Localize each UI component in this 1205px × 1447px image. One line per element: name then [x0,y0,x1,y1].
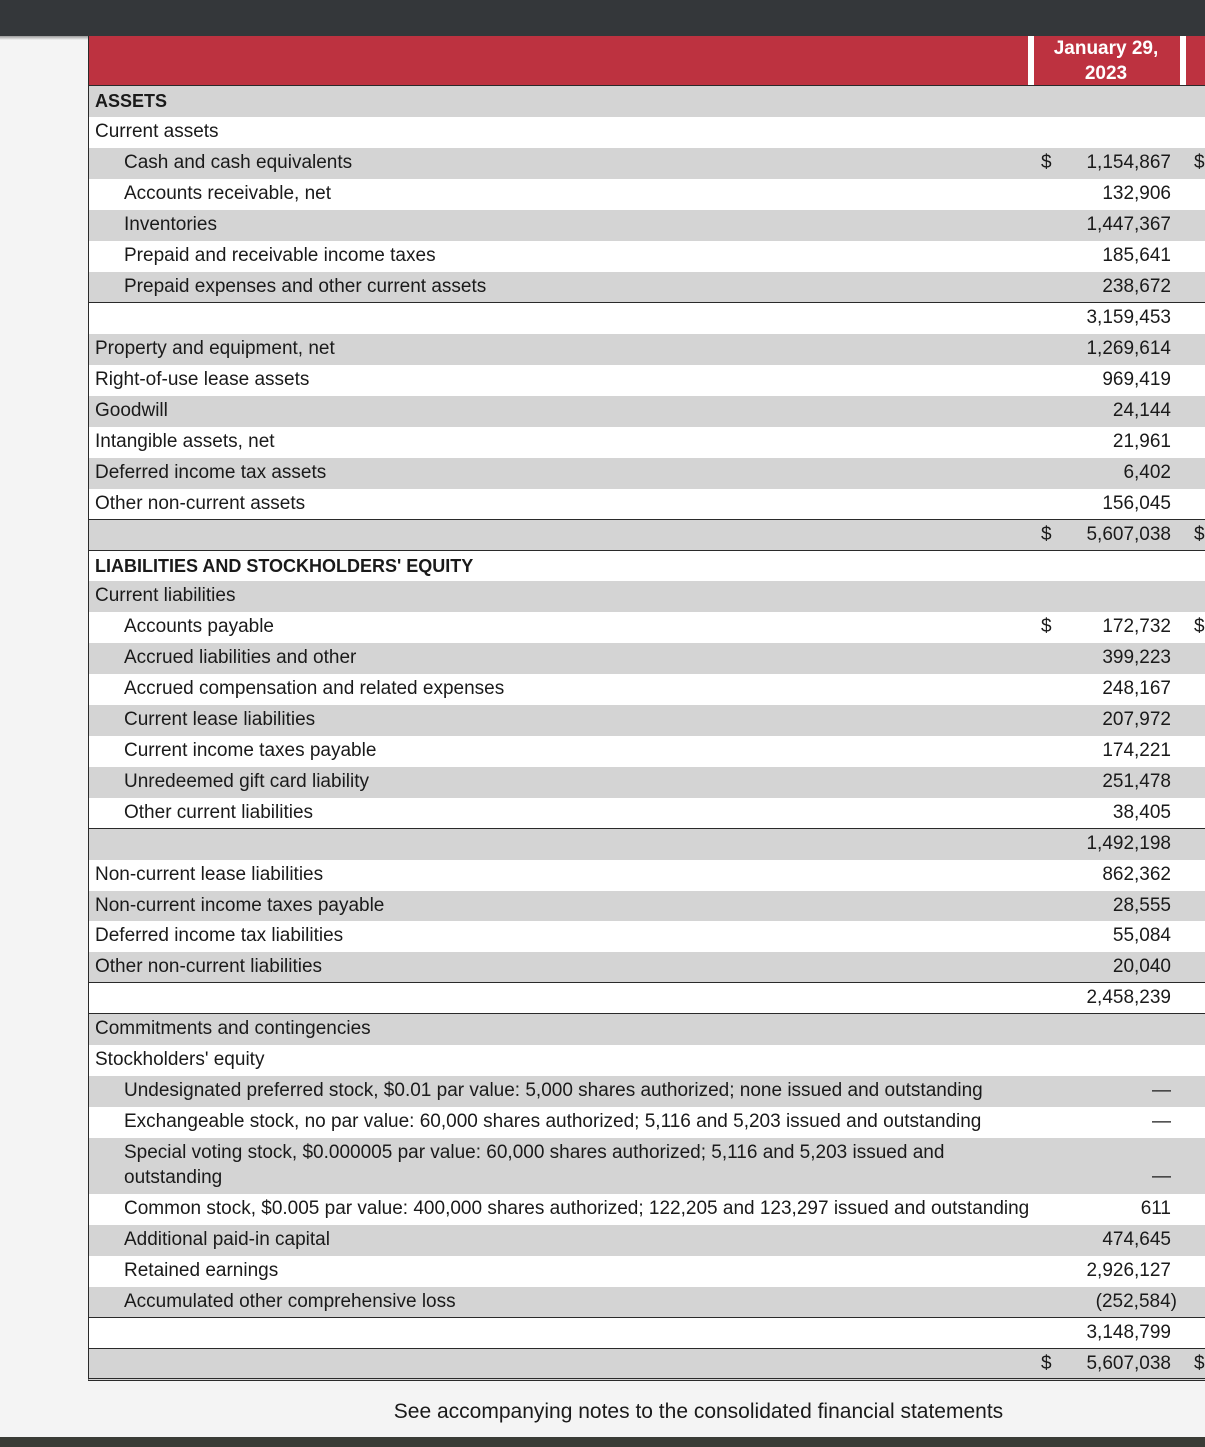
row-value: 399,223 [1102,647,1171,668]
row-value: 174,221 [1102,740,1171,761]
row-label: Prepaid expenses and other current assets [124,276,487,297]
assets-heading: ASSETS [95,91,168,111]
row-label: Unredeemed gift card liability [124,771,370,792]
table-row [88,489,1205,520]
row-value: — [1152,1111,1171,1132]
currency-symbol: $ [1041,1353,1052,1374]
row-label: Non-current lease liabilities [95,864,324,885]
row-value: 2,926,127 [1086,1260,1171,1281]
total-equity-value: 3,148,799 [1086,1322,1171,1343]
bottom-bar [0,1437,1205,1447]
row-value: 207,972 [1102,709,1171,730]
row-value: 1,269,614 [1086,338,1171,359]
grand-total-row [88,1349,1205,1381]
row-value: 474,645 [1102,1229,1171,1250]
row-label: Non-current income taxes payable [95,895,385,916]
assets-heading-row [88,86,1205,117]
total-current-liabilities-value: 1,492,198 [1086,833,1171,854]
total-current-assets-value: 3,159,453 [1086,307,1171,328]
current-assets-label: Current assets [95,121,219,142]
row-value: 238,672 [1102,276,1171,297]
currency-symbol: $ [1194,152,1205,173]
row-value: 6,402 [1123,462,1171,483]
row-value: 1,154,867 [1086,152,1171,173]
currency-symbol: $ [1041,152,1052,173]
row-label: Exchangeable stock, no par value: 60,000 shares authorized; 5,116 and 5,203 issued and outstanding [124,1111,982,1132]
table-row [88,860,1205,891]
table-row [88,736,1205,767]
row-label: Accounts receivable, net [124,183,332,204]
row-label: Current lease liabilities [124,709,316,730]
column-date-heading [1036,36,1176,85]
header-divider [1180,36,1186,85]
row-label: Property and equipment, net [95,338,335,359]
table-row [88,767,1205,798]
table-row [88,612,1205,643]
row-label: Prepaid and receivable income taxes [124,245,436,266]
header-divider [1028,36,1034,85]
row-label: Intangible assets, net [95,431,275,452]
table-row [88,427,1205,458]
row-label: Inventories [124,214,217,235]
table-row [88,365,1205,396]
row-label: Deferred income tax liabilities [95,925,344,946]
table-row [88,1194,1205,1225]
row-value: — [1152,1080,1171,1101]
row-value: 969,419 [1102,369,1171,390]
table-row [88,1076,1205,1107]
currency-symbol: $ [1194,1353,1205,1374]
equity-heading: Stockholders' equity [95,1049,265,1070]
table-row [88,458,1205,489]
table-row [88,643,1205,674]
liabilities-heading-row [88,551,1205,582]
row-label: Accumulated other comprehensive loss [124,1291,456,1312]
table-row [88,1287,1205,1318]
row-value: (252,584) [1095,1291,1177,1312]
footnote-text: See accompanying notes to the consolidated financial statements [393,1400,1004,1423]
currency-symbol: $ [1194,616,1205,637]
table-row [88,148,1205,179]
equity-heading-row [88,1045,1205,1076]
row-label: Right-of-use lease assets [95,369,310,390]
row-label: Goodwill [95,400,168,421]
row-value: 28,555 [1112,895,1171,916]
table-row [88,921,1205,952]
row-value: 862,362 [1102,864,1171,885]
total-row [88,1318,1205,1349]
row-value: 21,961 [1112,431,1171,452]
table-row [88,674,1205,705]
total-row [88,983,1205,1014]
row-label: Other non-current assets [95,493,306,514]
table-row [88,1256,1205,1287]
currency-symbol: $ [1041,524,1052,545]
row-label: Accounts payable [124,616,274,637]
top-bar [0,0,1205,36]
row-value: 172,732 [1102,616,1171,637]
table-row [88,179,1205,210]
row-value: 55,084 [1112,925,1171,946]
row-value: 248,167 [1102,678,1171,699]
row-label: Accrued compensation and related expenses [124,678,505,699]
current-assets-row [88,117,1205,148]
row-label: Accrued liabilities and other [124,647,357,668]
table-row [88,1107,1205,1138]
table-header [88,36,1205,86]
row-value: 251,478 [1102,771,1171,792]
total-assets-value: 5,607,038 [1086,524,1171,545]
date-line-2: 2023 [1084,63,1128,84]
row-label: Other non-current liabilities [95,956,323,977]
table-row [88,272,1205,303]
row-value: 38,405 [1112,802,1171,823]
row-value: 156,045 [1102,493,1171,514]
row-label: Additional paid-in capital [124,1229,330,1250]
row-value: 611 [1140,1198,1171,1219]
table-row [88,396,1205,427]
footnote [88,1400,1205,1424]
row-label: Other current liabilities [124,802,314,823]
row-value: 24,144 [1112,400,1171,421]
current-liabilities-label: Current liabilities [95,585,236,606]
row-label: Undesignated preferred stock, $0.01 par value: 5,000 shares authorized; none issued and outstanding [124,1080,983,1101]
commitments-label: Commitments and contingencies [95,1018,371,1039]
liabilities-heading: LIABILITIES AND STOCKHOLDERS' EQUITY [95,556,474,576]
currency-symbol: $ [1041,616,1052,637]
row-label: Cash and cash equivalents [124,152,353,173]
total-row [88,303,1205,334]
table-row [88,334,1205,365]
row-value: 1,447,367 [1086,214,1171,235]
date-line-1: January 29, [1053,38,1159,59]
table-row [88,705,1205,736]
table-row [88,1225,1205,1256]
table-row [88,210,1205,241]
commitments-row [88,1014,1205,1045]
table-row [88,798,1205,829]
table-row [88,891,1205,922]
table-row [88,1138,1205,1194]
row-value: 185,641 [1102,245,1171,266]
table-row [88,241,1205,272]
row-value: 20,040 [1112,956,1171,977]
row-label: Deferred income tax assets [95,462,327,483]
total-row [88,829,1205,860]
total-assets-row [88,520,1205,551]
table-row [88,952,1205,983]
row-label: Current income taxes payable [124,740,377,761]
row-label: Retained earnings [124,1260,279,1281]
row-value: — [1152,1166,1171,1187]
total-liabilities-value: 2,458,239 [1086,987,1171,1008]
current-liabilities-row [88,581,1205,612]
row-label: Special voting stock, $0.000005 par value: 60,000 shares authorized; 5,116 and 5,203 issued and outstanding [124,1142,945,1188]
row-value: 132,906 [1102,183,1171,204]
currency-symbol: $ [1194,524,1205,545]
row-label: Common stock, $0.005 par value: 400,000 shares authorized; 122,205 and 123,297 issued and outstanding [124,1198,1030,1219]
total-liabilities-equity-value: 5,607,038 [1086,1353,1171,1374]
